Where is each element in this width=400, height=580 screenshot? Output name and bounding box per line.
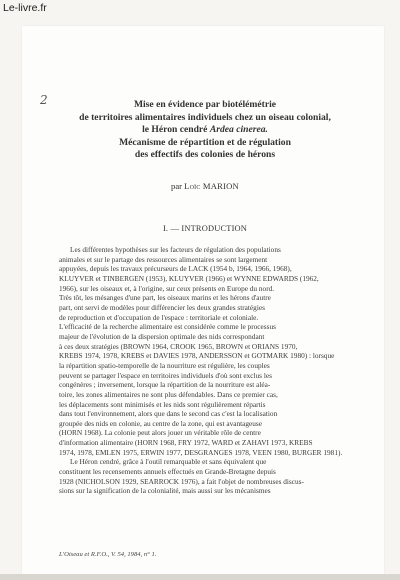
title-line: de territoires alimentaires individuels chez un oiseau colonial, — [79, 111, 331, 123]
body-line: appuyées, depuis les travaux précurseurs de LACK (1954 b, 1964, 1966, 1968), — [59, 264, 292, 274]
body-line: 1966), sur les oiseaux et, à l'origine, sur ceux présents en Europe du nord. — [59, 283, 275, 293]
journal-reference: L'Oiseau et R.F.O., V. 54, 1984, n° 1. — [59, 551, 157, 558]
title-line: des effectifs des colonies de hérons — [134, 149, 276, 161]
body-text — [59, 245, 351, 496]
author-name: Loïc MARION — [184, 181, 239, 191]
body-line: (HORN 1968). La colonie peut alors jouer un véritable rôle de centre — [59, 428, 261, 438]
body-line: de reproduction et d'occupation de l'espace : territoriale et coloniale. — [59, 312, 259, 322]
body-line: congénères ; inversement, lorsque la répartition de la nourriture est aléa- — [59, 380, 271, 390]
author-prefix: par — [171, 181, 183, 191]
body-line: les déplacements sont minimisés et les nids sont régulièrement répartis — [59, 399, 266, 409]
body-line: Le Héron cendré, grâce à l'outil remarquable et sans équivalent que — [70, 457, 267, 467]
body-line: animales et sur le partage des ressources alimentaires se sont largement — [59, 254, 268, 264]
species-name: Ardea cinerea. — [209, 124, 268, 136]
body-line: KLUYVER et TINBERGEN (1953), KLUYVER (1966) et WYNNE EDWARDS (1962, — [59, 273, 319, 283]
handwritten-mark: 2 — [40, 93, 48, 107]
body-line: peuvent se partager l'espace en territoires individuels d'où sont exclus les — [59, 370, 272, 380]
body-line: la répartition spatio-temporelle de la nourriture est régulière, les couples — [59, 360, 270, 370]
body-line: majeur de l'évolution de la dispersion optimale des nids correspondant — [59, 331, 265, 341]
author-line — [60, 181, 350, 191]
title-line — [60, 124, 350, 137]
body-line: L'efficacité de la recherche alimentaire est considérée comme le processus — [59, 322, 276, 332]
body-line: KREBS 1974, 1978, KREBS et DAVIES 1978, ANDERSSON et GOTMARK 1980) : lorsque — [59, 351, 335, 361]
body-line: d'information alimentaire (HORN 1968, FRY 1972, WARD et ZAHAVI 1973, KREBS — [59, 438, 313, 448]
title-line: Mise en évidence par biotélémétrie — [133, 99, 277, 110]
body-line: à ces deux stratégies (BROWN 1964, CROOK 1965, BROWN et ORIANS 1970, — [59, 341, 298, 351]
body-line: groupée des nids en colonie, au centre de la zone, qui est avantageuse — [59, 418, 263, 428]
body-line: 1974, 1978, EMLEN 1975, ERWIN 1977, DESGRANGES 1978, VEEN 1980, BURGER 1981). — [59, 447, 343, 457]
body-line: Très tôt, les mésanges d'une part, les oiseaux marins et les hérons d'autre — [59, 293, 271, 303]
body-line: sions sur la signification de la colonialité, mais aussi sur les mécanismes — [59, 486, 271, 496]
body-line: dans tout l'environnement, alors que dans le second cas c'est la localisation — [59, 409, 278, 419]
bottom-edge — [0, 574, 400, 580]
title-line: Mécanisme de répartition et de régulation — [119, 136, 291, 148]
watermark-text: Le-livre.fr — [3, 2, 47, 14]
body-line: 1928 (NICHOLSON 1929, SEARROCK 1976), a fait l'objet de nombreuses discus- — [59, 476, 304, 486]
body-line: part, ont servi de modèles pour différencier les deux grandes stratégies — [59, 302, 265, 312]
body-line: Les différentes hypothèses sur les facteurs de régulation des populations — [70, 245, 281, 254]
body-line: constituent les recensements annuels effectués en Grande-Bretagne depuis — [59, 467, 276, 477]
section-heading: I. — INTRODUCTION — [162, 224, 248, 233]
body-line: toire, les zones alimentaires ne sont plus défendables. Dans ce premier cas, — [59, 389, 278, 399]
article-title — [60, 99, 350, 162]
title-line-text: le Héron cendré — [142, 124, 210, 136]
